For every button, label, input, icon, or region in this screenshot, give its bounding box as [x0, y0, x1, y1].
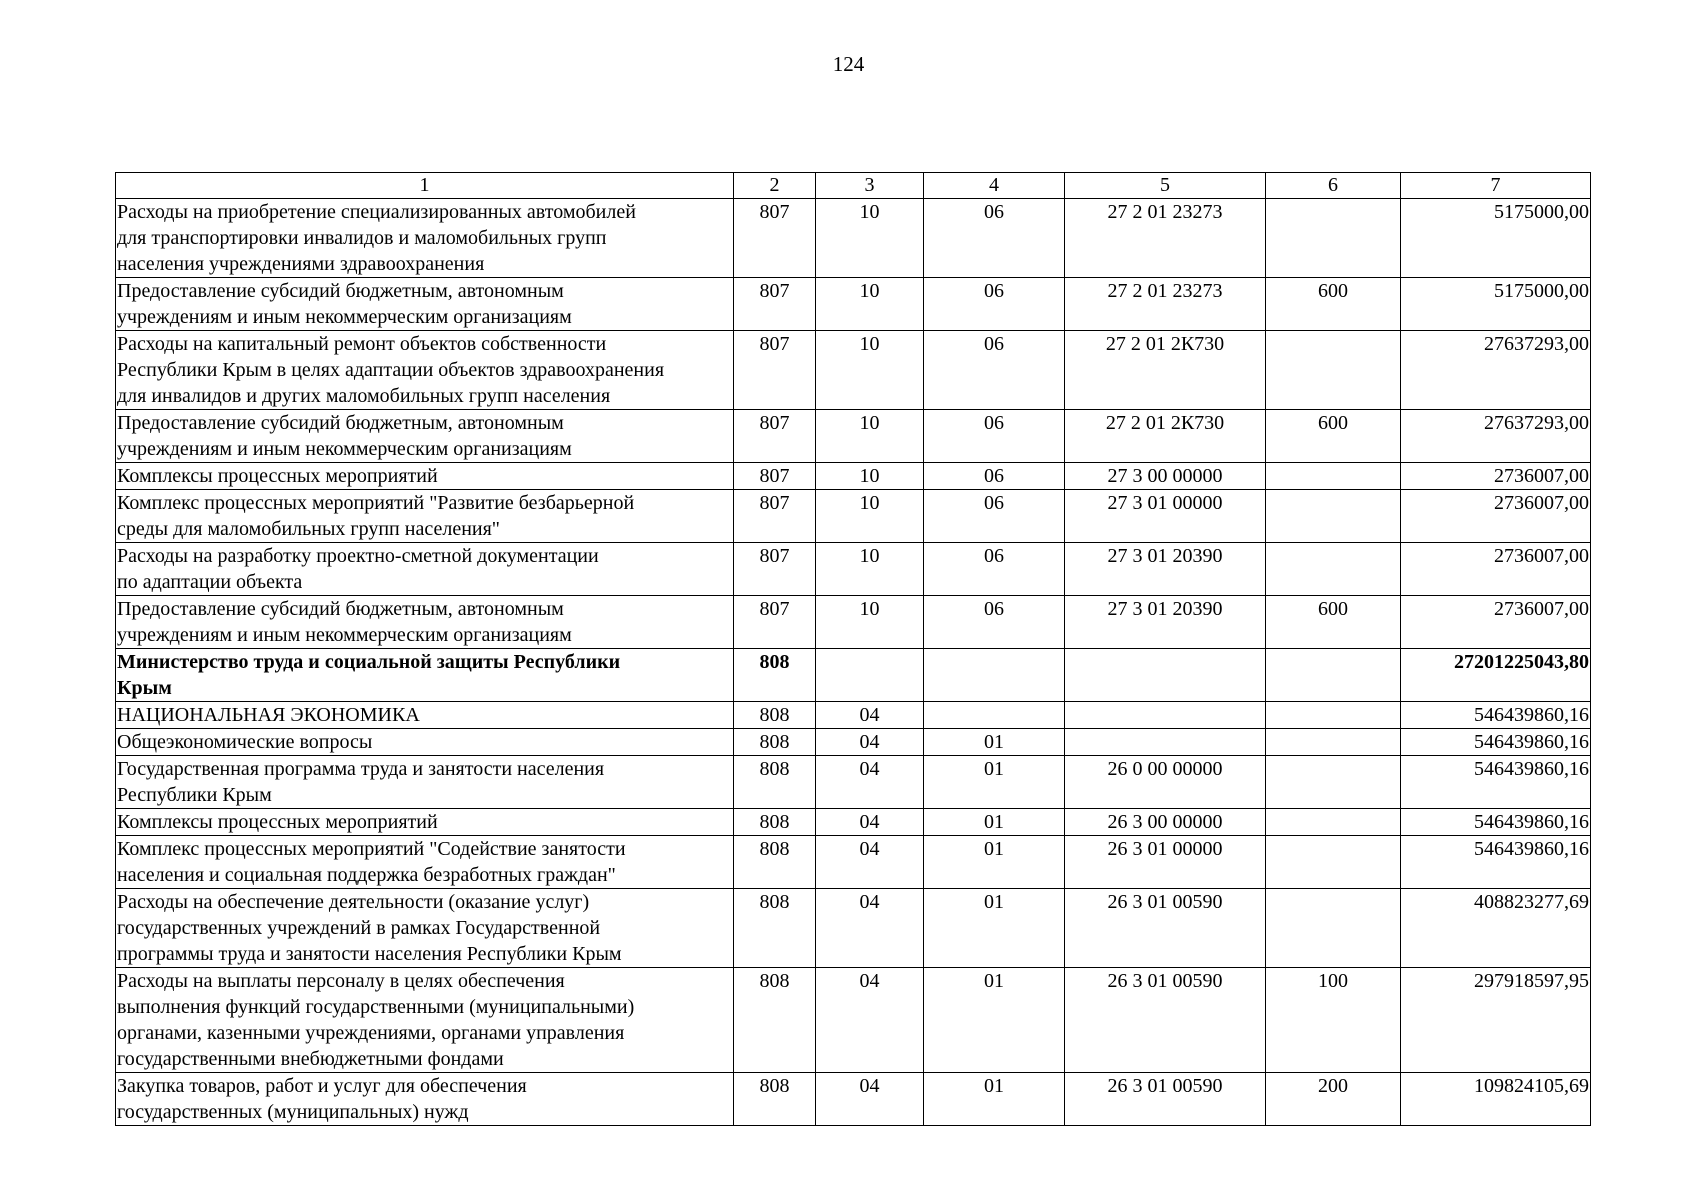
- expense-name-cell: Расходы на выплаты персоналу в целях обеспечения выполнения функций государственными (муниципальными) органами, казенными учреждениями, органами управления государственными внебюджетными фондами: [116, 968, 734, 1073]
- section-code-cell: 04: [816, 702, 924, 729]
- expense-type-cell: [1266, 756, 1401, 809]
- expense-name-cell: Государственная программа труда и занятости населения Республики Крым: [116, 756, 734, 809]
- header-col-6: 6: [1266, 173, 1401, 199]
- section-code-cell: 04: [816, 889, 924, 968]
- target-article-cell: 26 3 01 00590: [1065, 1073, 1266, 1126]
- table-row: [116, 410, 1591, 463]
- table-row: [116, 331, 1591, 410]
- amount-cell: 2736007,00: [1401, 596, 1591, 649]
- table-body: [116, 199, 1591, 1126]
- expense-type-cell: [1266, 543, 1401, 596]
- target-article-cell: 26 3 01 00590: [1065, 968, 1266, 1073]
- section-code-cell: 10: [816, 199, 924, 278]
- target-article-cell: 27 2 01 23273: [1065, 278, 1266, 331]
- ministry-code-cell: 808: [734, 1073, 816, 1126]
- table-row: [116, 199, 1591, 278]
- ministry-code-cell: 807: [734, 543, 816, 596]
- expense-type-cell: [1266, 836, 1401, 889]
- target-article-cell: 26 3 01 00000: [1065, 836, 1266, 889]
- section-code-cell: 04: [816, 836, 924, 889]
- amount-cell: 2736007,00: [1401, 490, 1591, 543]
- ministry-code-cell: 808: [734, 836, 816, 889]
- subsection-code-cell: 01: [924, 889, 1065, 968]
- expense-name-cell: Расходы на капитальный ремонт объектов собственности Республики Крым в целях адаптации объектов здравоохранения для инвалидов и других маломобильных групп населения: [116, 331, 734, 410]
- subsection-code-cell: [924, 702, 1065, 729]
- expense-type-cell: [1266, 463, 1401, 490]
- table-row: [116, 702, 1591, 729]
- expense-name-cell: Предоставление субсидий бюджетным, автономным учреждениям и иным некоммерческим организациям: [116, 596, 734, 649]
- table-row: [116, 596, 1591, 649]
- subsection-code-cell: 01: [924, 836, 1065, 889]
- target-article-cell: 27 3 01 20390: [1065, 543, 1266, 596]
- subsection-code-cell: 06: [924, 331, 1065, 410]
- target-article-cell: 27 3 00 00000: [1065, 463, 1266, 490]
- section-code-cell: 10: [816, 331, 924, 410]
- amount-cell: 27201225043,80: [1401, 649, 1591, 702]
- subsection-code-cell: 06: [924, 543, 1065, 596]
- expense-type-cell: [1266, 729, 1401, 756]
- expense-type-cell: [1266, 490, 1401, 543]
- target-article-cell: [1065, 729, 1266, 756]
- ministry-code-cell: 808: [734, 729, 816, 756]
- ministry-code-cell: 808: [734, 756, 816, 809]
- section-code-cell: 04: [816, 756, 924, 809]
- table-row: [116, 809, 1591, 836]
- header-col-4: 4: [924, 173, 1065, 199]
- ministry-code-cell: 807: [734, 463, 816, 490]
- expense-type-cell: 600: [1266, 410, 1401, 463]
- table-row: [116, 278, 1591, 331]
- section-code-cell: 10: [816, 463, 924, 490]
- subsection-code-cell: 01: [924, 729, 1065, 756]
- expense-type-cell: [1266, 702, 1401, 729]
- expense-name-cell: Комплексы процессных мероприятий: [116, 809, 734, 836]
- amount-cell: 546439860,16: [1401, 809, 1591, 836]
- expense-name-cell: Расходы на приобретение специализированных автомобилей для транспортировки инвалидов и маломобильных групп населения учреждениями здравоохранения: [116, 199, 734, 278]
- target-article-cell: 26 3 01 00590: [1065, 889, 1266, 968]
- table-row: [116, 729, 1591, 756]
- section-code-cell: 10: [816, 490, 924, 543]
- subsection-code-cell: 06: [924, 596, 1065, 649]
- expense-name-cell: Комплекс процессных мероприятий "Содействие занятости населения и социальная поддержка безработных граждан": [116, 836, 734, 889]
- table-row: [116, 889, 1591, 968]
- target-article-cell: 27 2 01 2К730: [1065, 410, 1266, 463]
- expense-type-cell: [1266, 331, 1401, 410]
- subsection-code-cell: 06: [924, 490, 1065, 543]
- table-row: [116, 756, 1591, 809]
- expense-type-cell: [1266, 809, 1401, 836]
- table-row: [116, 649, 1591, 702]
- expense-name-cell: Закупка товаров, работ и услуг для обеспечения государственных (муниципальных) нужд: [116, 1073, 734, 1126]
- expense-type-cell: [1266, 649, 1401, 702]
- amount-cell: 546439860,16: [1401, 729, 1591, 756]
- expense-name-cell: Предоставление субсидий бюджетным, автономным учреждениям и иным некоммерческим организациям: [116, 410, 734, 463]
- ministry-code-cell: 807: [734, 199, 816, 278]
- page-number: 124: [832, 52, 865, 76]
- ministry-code-cell: 808: [734, 649, 816, 702]
- subsection-code-cell: 01: [924, 968, 1065, 1073]
- section-code-cell: 04: [816, 809, 924, 836]
- amount-cell: 2736007,00: [1401, 463, 1591, 490]
- amount-cell: 408823277,69: [1401, 889, 1591, 968]
- amount-cell: 109824105,69: [1401, 1073, 1591, 1126]
- section-code-cell: 10: [816, 410, 924, 463]
- ministry-code-cell: 808: [734, 809, 816, 836]
- expense-name-cell: Комплекс процессных мероприятий "Развитие безбарьерной среды для маломобильных групп населения": [116, 490, 734, 543]
- expense-type-cell: 100: [1266, 968, 1401, 1073]
- ministry-code-cell: 808: [734, 968, 816, 1073]
- expense-type-cell: 600: [1266, 278, 1401, 331]
- section-code-cell: 04: [816, 1073, 924, 1126]
- amount-cell: 546439860,16: [1401, 756, 1591, 809]
- table-row: [116, 1073, 1591, 1126]
- table-row: [116, 490, 1591, 543]
- target-article-cell: 26 3 00 00000: [1065, 809, 1266, 836]
- expense-name-cell: Расходы на разработку проектно-сметной документации по адаптации объекта: [116, 543, 734, 596]
- subsection-code-cell: 01: [924, 1073, 1065, 1126]
- amount-cell: 546439860,16: [1401, 702, 1591, 729]
- target-article-cell: 26 0 00 00000: [1065, 756, 1266, 809]
- subsection-code-cell: 01: [924, 756, 1065, 809]
- expense-name-cell: Комплексы процессных мероприятий: [116, 463, 734, 490]
- amount-cell: 5175000,00: [1401, 199, 1591, 278]
- subsection-code-cell: 06: [924, 278, 1065, 331]
- target-article-cell: [1065, 702, 1266, 729]
- expense-type-cell: 600: [1266, 596, 1401, 649]
- expense-type-cell: 200: [1266, 1073, 1401, 1126]
- table-row: [116, 463, 1591, 490]
- expense-name-cell: Общеэкономические вопросы: [116, 729, 734, 756]
- expense-name-cell: Предоставление субсидий бюджетным, автономным учреждениям и иным некоммерческим организациям: [116, 278, 734, 331]
- header-col-1: 1: [116, 173, 734, 199]
- amount-cell: 2736007,00: [1401, 543, 1591, 596]
- expense-type-cell: [1266, 889, 1401, 968]
- target-article-cell: 27 2 01 23273: [1065, 199, 1266, 278]
- expense-name-cell: Расходы на обеспечение деятельности (оказание услуг) государственных учреждений в рамках Государственной программы труда и занятости населения Республики Крым: [116, 889, 734, 968]
- table-row: [116, 836, 1591, 889]
- expense-name-cell: Министерство труда и социальной защиты Республики Крым: [116, 649, 734, 702]
- budget-table: [115, 172, 1591, 1126]
- target-article-cell: 27 2 01 2К730: [1065, 331, 1266, 410]
- subsection-code-cell: [924, 649, 1065, 702]
- ministry-code-cell: 807: [734, 410, 816, 463]
- section-code-cell: 10: [816, 543, 924, 596]
- table-header: [116, 173, 1591, 199]
- section-code-cell: [816, 649, 924, 702]
- subsection-code-cell: 01: [924, 809, 1065, 836]
- ministry-code-cell: 808: [734, 702, 816, 729]
- section-code-cell: 04: [816, 729, 924, 756]
- header-row: [116, 173, 1591, 199]
- ministry-code-cell: 807: [734, 331, 816, 410]
- section-code-cell: 10: [816, 596, 924, 649]
- ministry-code-cell: 808: [734, 889, 816, 968]
- section-code-cell: 04: [816, 968, 924, 1073]
- ministry-code-cell: 807: [734, 596, 816, 649]
- header-col-7: 7: [1401, 173, 1591, 199]
- section-code-cell: 10: [816, 278, 924, 331]
- target-article-cell: 27 3 01 00000: [1065, 490, 1266, 543]
- target-article-cell: [1065, 649, 1266, 702]
- header-col-3: 3: [816, 173, 924, 199]
- header-col-5: 5: [1065, 173, 1266, 199]
- subsection-code-cell: 06: [924, 199, 1065, 278]
- amount-cell: 297918597,95: [1401, 968, 1591, 1073]
- target-article-cell: 27 3 01 20390: [1065, 596, 1266, 649]
- amount-cell: 5175000,00: [1401, 278, 1591, 331]
- expense-type-cell: [1266, 199, 1401, 278]
- table-row: [116, 968, 1591, 1073]
- header-col-2: 2: [734, 173, 816, 199]
- amount-cell: 27637293,00: [1401, 331, 1591, 410]
- amount-cell: 27637293,00: [1401, 410, 1591, 463]
- expense-name-cell: НАЦИОНАЛЬНАЯ ЭКОНОМИКА: [116, 702, 734, 729]
- subsection-code-cell: 06: [924, 410, 1065, 463]
- ministry-code-cell: 807: [734, 278, 816, 331]
- ministry-code-cell: 807: [734, 490, 816, 543]
- table-row: [116, 543, 1591, 596]
- amount-cell: 546439860,16: [1401, 836, 1591, 889]
- subsection-code-cell: 06: [924, 463, 1065, 490]
